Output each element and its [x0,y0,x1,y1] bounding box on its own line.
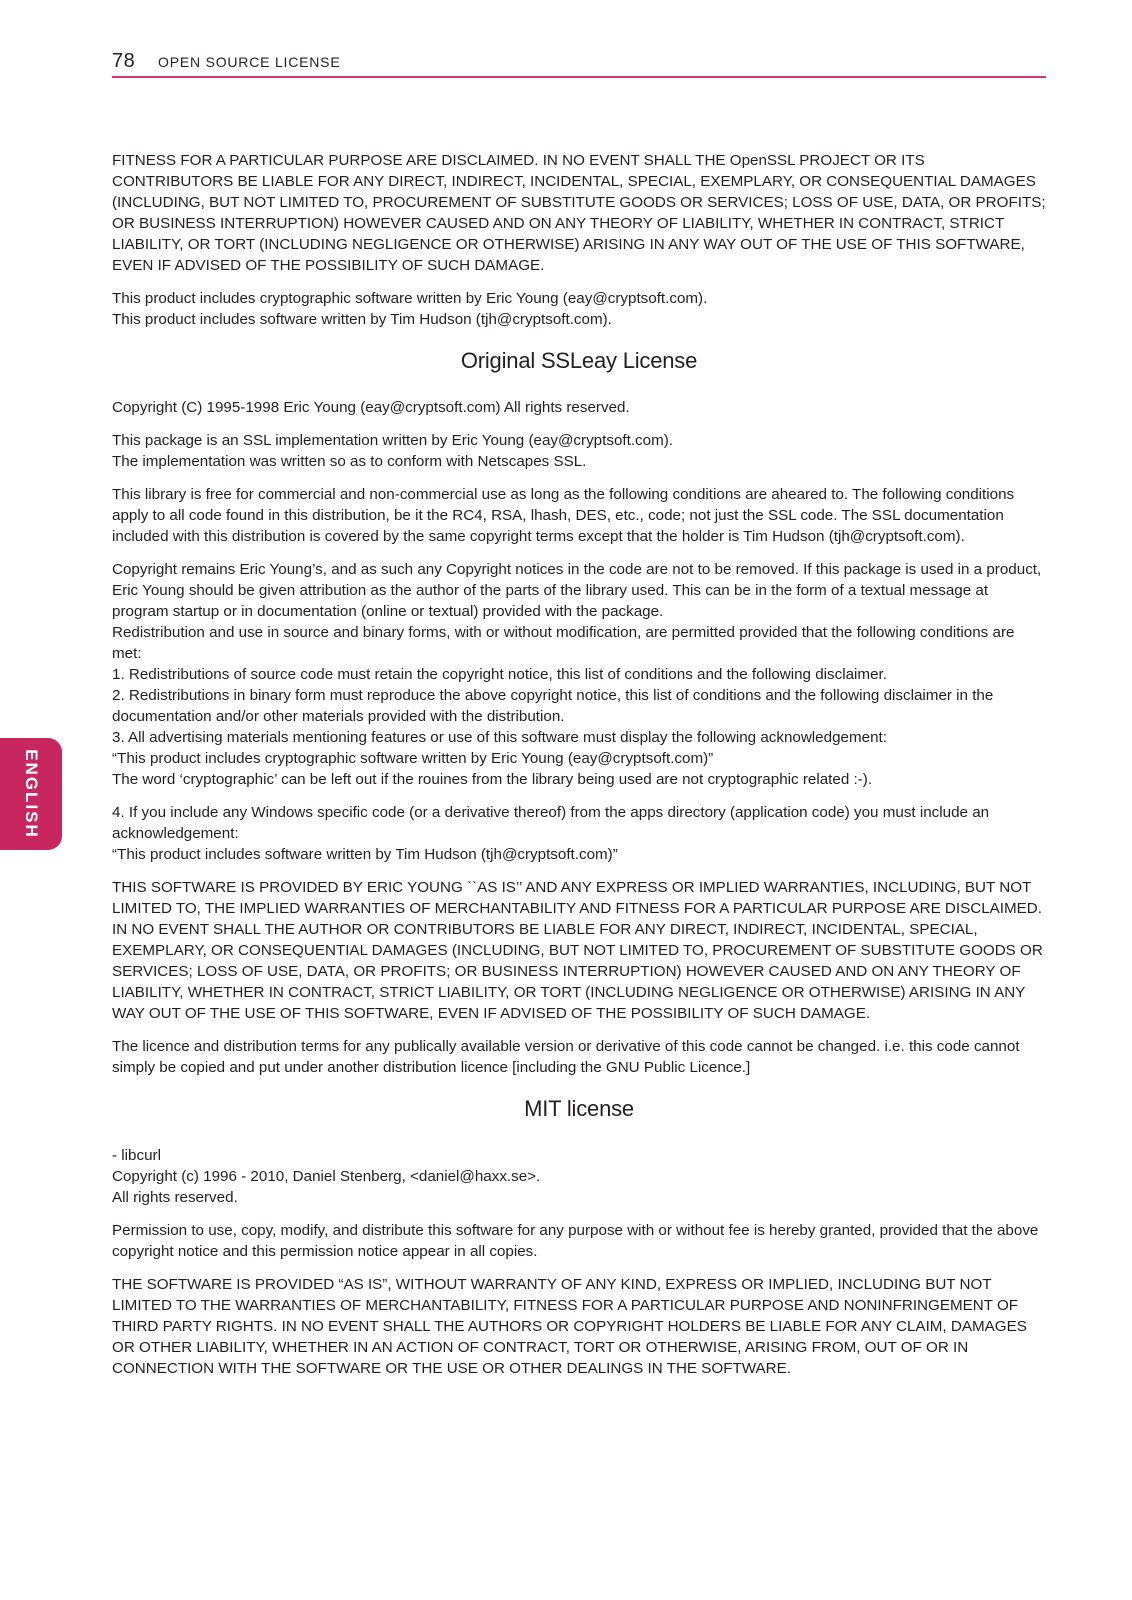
ssleay-heading: Original SSLeay License [460,348,698,373]
ssleay-copyright: Copyright (C) 1995-1998 Eric Young (eay@cryptsoft.com) All rights reserved. [112,399,630,416]
ssleay-disclaimer: THIS SOFTWARE IS PROVIDED BY ERIC YOUNG ``AS IS’’ AND ANY EXPRESS OR IMPLIED WARRANTIES, INCLUDING, BUT NOT LIMITED TO, THE IMPLIED WARRANTIES OF MERCHANTABILITY AND FITNESS FOR A PARTICULAR PURPOSE ARE DISCLAIMED. IN NO EVENT SHALL THE AUTHOR OR CONTRIBUTORS BE LIABLE FOR ANY DIRECT, INDIRECT, INCIDENTAL, SPECIAL, EXEMPLARY, OR CONSEQUENTIAL DAMAGES (INCLUDING, BUT NOT LIMITED TO, PROCUREMENT OF SUBSTITUTE GOODS OR SERVICES; LOSS OF USE, DATA, OR PROFITS; OR BUSINESS INTERRUPTION) HOWEVER CAUSED AND ON ANY THEORY OF LIABILITY, WHETHER IN CONTRACT, STRICT LIABILITY, OR TORT (INCLUDING NEGLIGENCE OR OTHERWISE) ARISING IN ANY WAY OUT OF THE USE OF THIS SOFTWARE, EVEN IF ADVISED OF THE POSSIBILITY OF SUCH DAMAGE. [112,879,1043,1022]
ssleay-condition-4-quote: “This product includes software written by Tim Hudson (tjh@cryptsoft.com)” [112,846,618,863]
mit-component: - libcurl [112,1147,161,1164]
mit-heading: MIT license [524,1096,634,1121]
ssleay-condition-3: 3. All advertising materials mentioning features or use of this software must display the following acknowledgement: [112,729,887,746]
openssl-credit-line: This product includes software written by Tim Hudson (tjh@cryptsoft.com). [112,311,612,328]
ssleay-intro-line: This package is an SSL implementation written by Eric Young (eay@cryptsoft.com). [112,432,674,449]
ssleay-licence-terms: The licence and distribution terms for any publically available version or derivative of this code cannot be changed. i.e. this code cannot simply be copied and put under another distribution licence [including the GNU Public Licence.] [112,1038,1020,1076]
ssleay-intro [112,430,1046,472]
mit-disclaimer: THE SOFTWARE IS PROVIDED “AS IS”, WITHOUT WARRANTY OF ANY KIND, EXPRESS OR IMPLIED, INCLUDING BUT NOT LIMITED TO THE WARRANTIES OF MERCHANTABILITY, FITNESS FOR A PARTICULAR PURPOSE AND NONINFRINGEMENT OF THIRD PARTY RIGHTS. IN NO EVENT SHALL THE AUTHORS OR COPYRIGHT HOLDERS BE LIABLE FOR ANY CLAIM, DAMAGES OR OTHER LIABILITY, WHETHER IN AN ACTION OF CONTRACT, TORT OR OTHERWISE, ARISING FROM, OUT OF OR IN CONNECTION WITH THE SOFTWARE OR THE USE OR OTHER DEALINGS IN THE SOFTWARE. [112,1276,1027,1377]
openssl-credit-line: This product includes cryptographic software written by Eric Young (eay@cryptsoft.com). [112,290,708,307]
ssleay-condition-4: 4. If you include any Windows specific code (or a derivative thereof) from the apps directory (application code) you must include an acknowledgement: [112,804,990,842]
section-title: OPEN SOURCE LICENSE [158,54,341,70]
openssl-disclaimer: FITNESS FOR A PARTICULAR PURPOSE ARE DISCLAIMED. IN NO EVENT SHALL THE OpenSSL PROJECT OR ITS CONTRIBUTORS BE LIABLE FOR ANY DIRECT, INDIRECT, INCIDENTAL, SPECIAL, EXEMPLARY, OR CONSEQUENTIAL DAMAGES (INCLUDING, BUT NOT LIMITED TO, PROCUREMENT OF SUBSTITUTE GOODS OR SERVICES; LOSS OF USE, DATA, OR PROFITS; OR BUSINESS INTERRUPTION) HOWEVER CAUSED AND ON ANY THEORY OF LIABILITY, WHETHER IN CONTRACT, STRICT LIABILITY, OR TORT (INCLUDING NEGLIGENCE OR OTHERWISE) ARISING IN ANY WAY OUT OF THE USE OF THIS SOFTWARE, EVEN IF ADVISED OF THE POSSIBILITY OF SUCH DAMAGE. [112,152,1046,274]
document-body [112,150,1046,1391]
mit-permission: Permission to use, copy, modify, and distribute this software for any purpose with or without fee is hereby granted, provided that the above copyright notice and this permission notice appear in all copies. [112,1222,1039,1260]
ssleay-condition-3-quote: “This product includes cryptographic software written by Eric Young (eay@cryptsoft.com)” [112,750,714,767]
ssleay-condition-2: 2. Redistributions in binary form must reproduce the above copyright notice, this list of conditions and the following disclaimer in the documentation and/or other materials provided with the distribution. [112,687,994,725]
mit-header-block [112,1145,1046,1208]
mit-rights: All rights reserved. [112,1189,238,1206]
language-tab [0,738,62,850]
page-number: 78 [112,50,136,72]
openssl-credits [112,288,1046,330]
language-tab-label: ENGLISH [22,749,41,839]
ssleay-redistribution: Redistribution and use in source and binary forms, with or without modification, are permitted provided that the following conditions are met: [112,624,1015,662]
mit-copyright: Copyright (c) 1996 - 2010, Daniel Stenberg, <daniel@haxx.se>. [112,1168,541,1185]
ssleay-copyright-remains: Copyright remains Eric Young’s, and as such any Copyright notices in the code are not to be removed. If this package is used in a product, Eric Young should be given attribution as the author of the parts of the library used. This can be in the form of a textual message at program startup or in documentation (online or textual) provided with the package. [112,561,1042,620]
page-header [112,48,1046,78]
ssleay-condition-3-note: The word ‘cryptographic’ can be left out if the rouines from the library being used are not cryptographic related :-). [112,771,873,788]
ssleay-intro-line: The implementation was written so as to conform with Netscapes SSL. [112,453,587,470]
ssleay-condition-1: 1. Redistributions of source code must retain the copyright notice, this list of conditions and the following disclaimer. [112,666,887,683]
ssleay-free-use: This library is free for commercial and non-commercial use as long as the following conditions are aheared to. The following conditions apply to all code found in this distribution, be it the RC4, RSA, lhash, DES, etc., code; not just the SSL code. The SSL documentation included with this distribution is covered by the same copyright terms except that the holder is Tim Hudson (tjh@cryptsoft.com). [112,486,1015,545]
